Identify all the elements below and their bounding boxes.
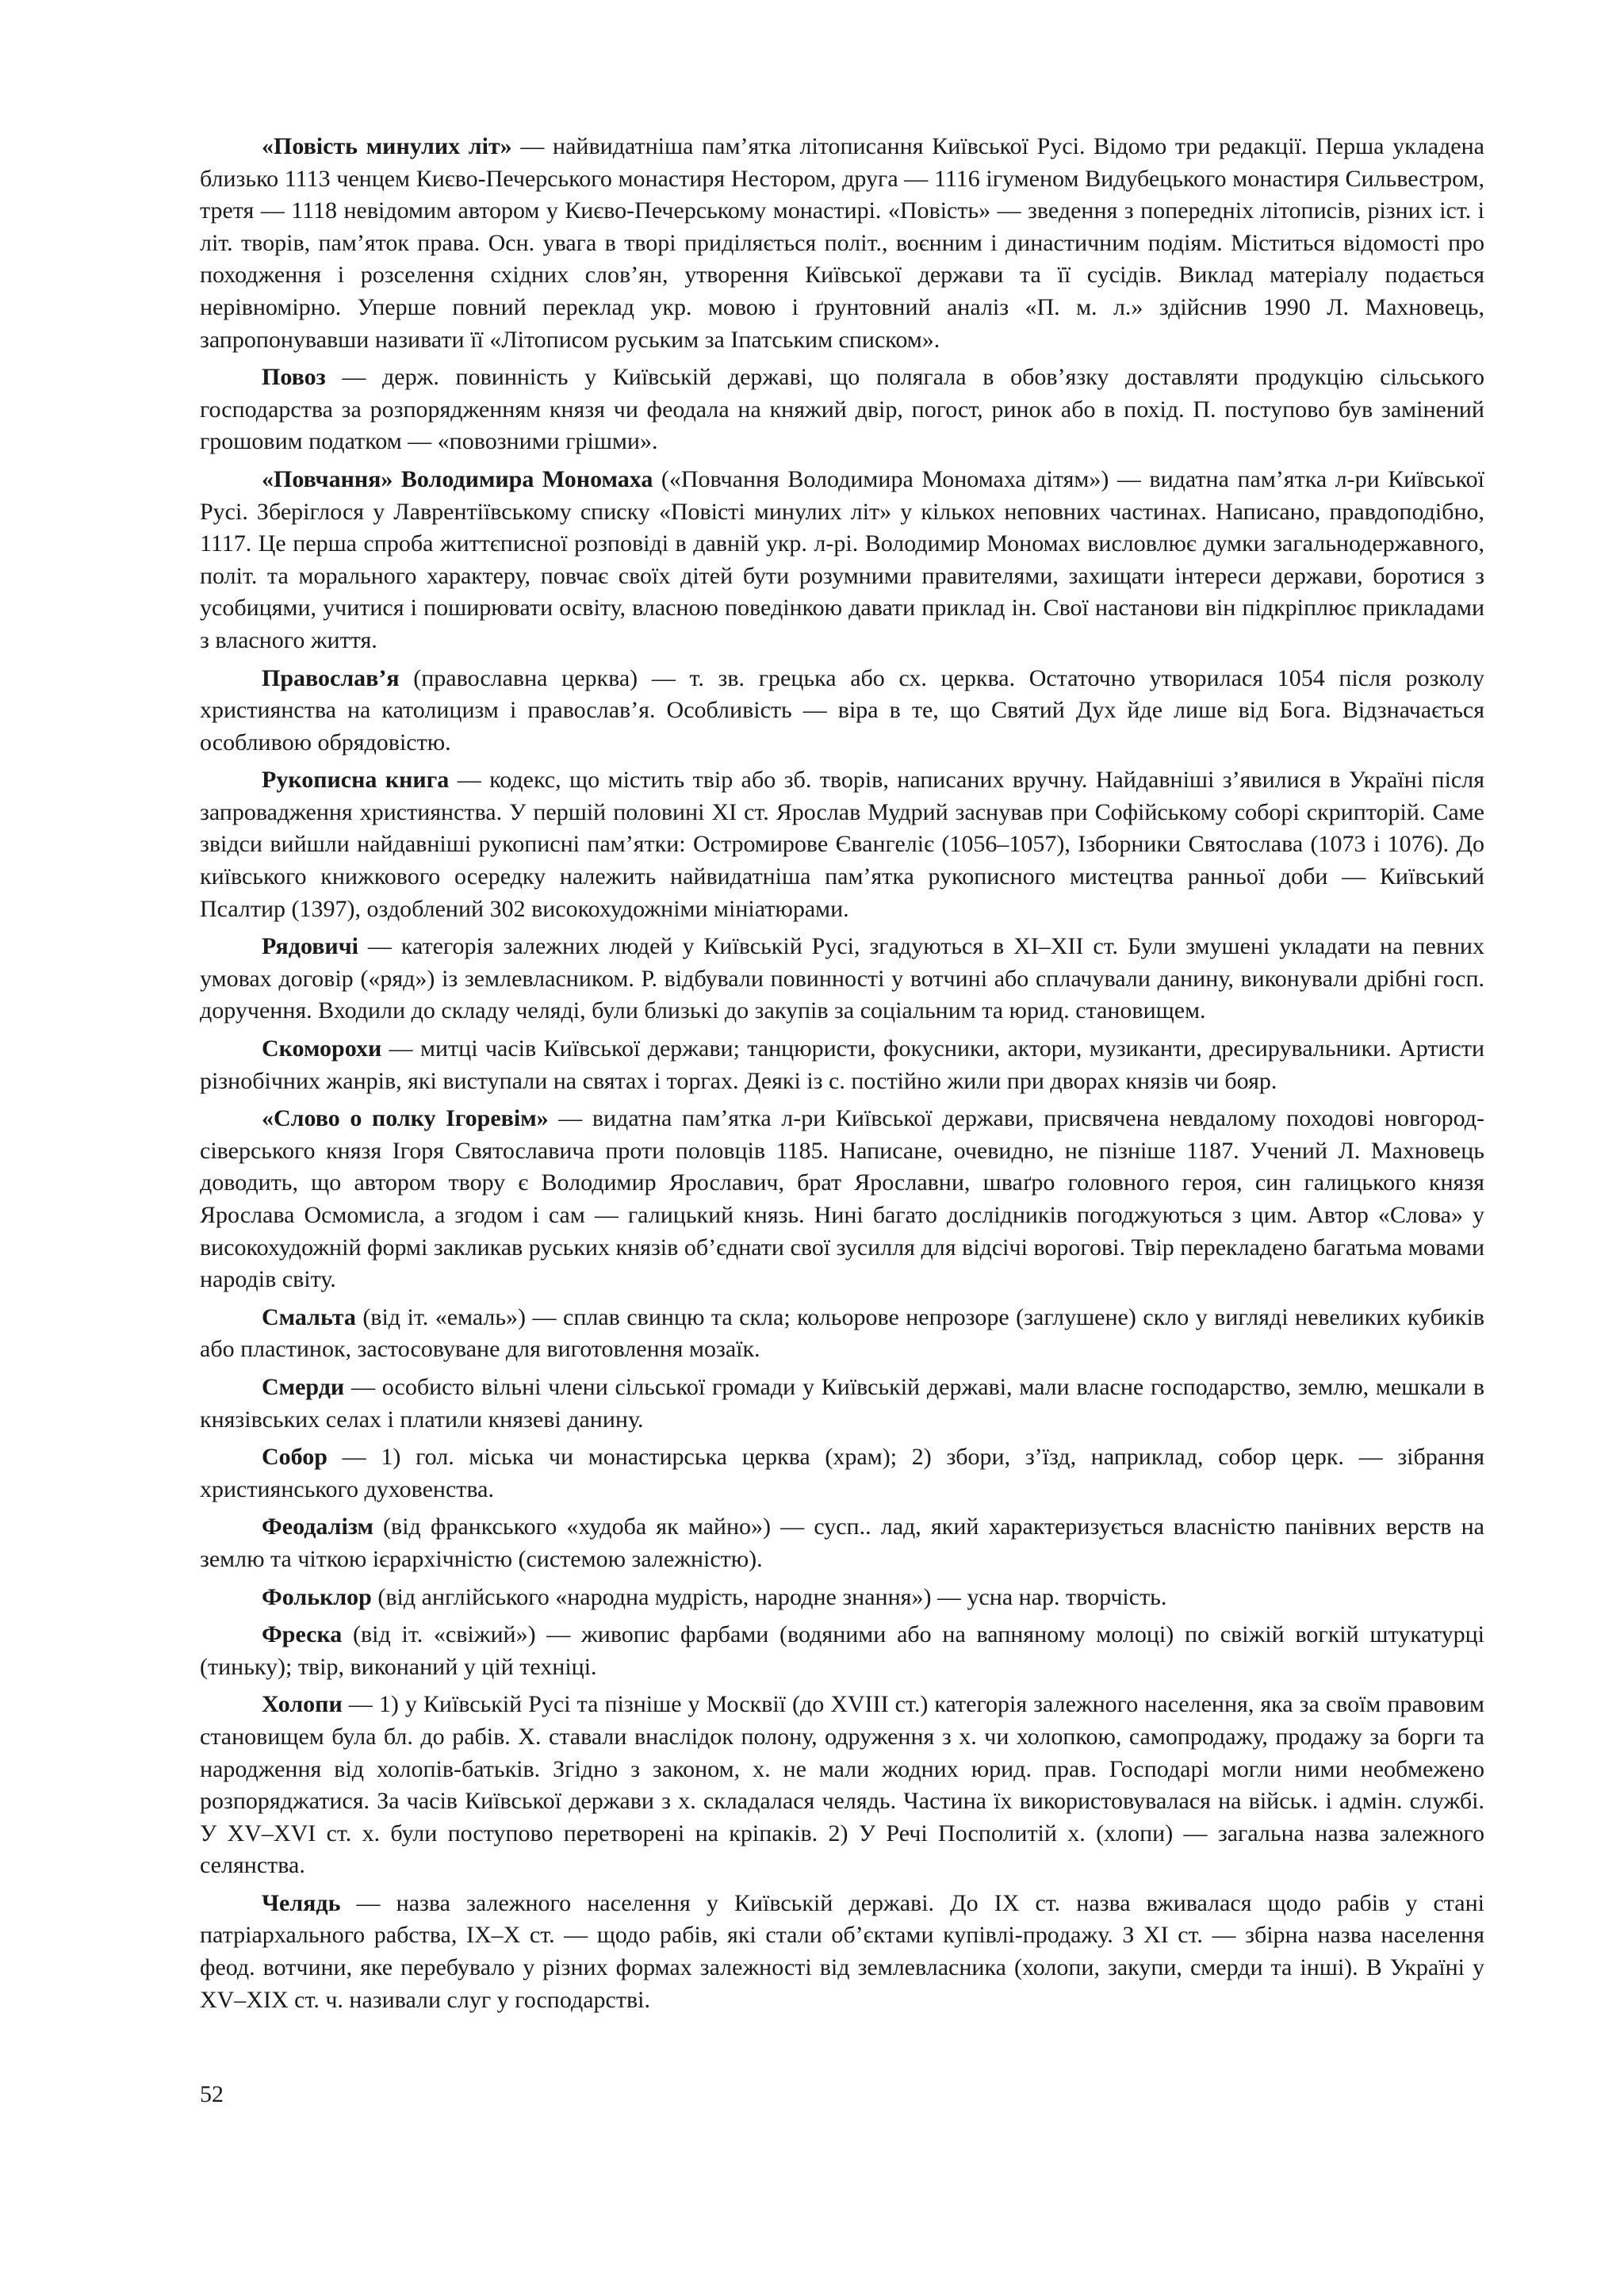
entry-cheliad [200,1888,1484,2016]
entry-definition: — видатна пам’ятка л-ри Київської держави, присвячена невдалому походові новгород-сіверського князя Ігоря Святославича проти половців 1185. Написане, очевидно, не пізніше 1187. Учений Л. Махновець доводить, що автором твору є Володимир Ярославич, брат Ярославни, шваґро головного героя, син галицького князя Ярослава Осмомисла, а згодом і сам — галицький князь. Нині багато дослідників погоджуються з цим. Автор «Слова» у високохудожній формі закликав руських князів об’єднати свої зусилля для відсічі ворогові. Твір перекладено багатьма мовами народів світу. [200,1105,1484,1293]
entry-term: «Повчання» Володимира Мономаха [262,465,653,492]
entry-definition: (від англійського «народна мудрість, народне знання») — усна нар. творчість. [371,1583,1167,1610]
entry-smerdy [200,1372,1484,1436]
entry-term: Собор [262,1444,327,1471]
entry-definition: (від іт. «свіжий») — живопис фарбами (водяними або на вапняному молоці) по свіжій вогкій штукатурці (тиньку); твір, виконаний у цій техніці. [200,1621,1484,1680]
entry-riadovychi [200,931,1484,1027]
entry-definition: — 1) у Київській Русі та пізніше у Москвії (до XVIII ст.) категорія залежного населення, яка за своїм правовим становищем була бл. до рабів. Х. ставали внаслідок полону, одруження з х. чи холопкою, самопродажу, продажу за борги та народження від холопів-батьків. Згідно з законом, х. не мали жодних юрид. прав. Господарі могли ними необмежено розпоряджатися. За часів Київської держави з х. складалася челядь. Частина їх використовувалася на військ. і адмін. службі. У XV–XVI ст. х. були поступово перетворені на кріпаків. 2) У Речі Посполитій х. (хлопи) — загальна назва залежного селянства. [200,1691,1484,1879]
entry-definition: — кодекс, що містить твір або зб. творів, написаних вручну. Найдавніші з’явилися в Україні після запровадження християнства. У першій половині XI ст. Ярослав Мудрий заснував при Софійському соборі скрипторій. Саме звідси вийшли найдавніші рукописні пам’ятки: Остромирове Євангеліє (1056–1057), Ізборники Святослава (1073 і 1076). До київського книжкового осередку належить найвидатніша пам’ятка рукописного мистецтва ранньої доби — Київський Псалтир (1397), оздоблений 302 високохудожніми мініатюрами. [200,767,1484,922]
entry-povoz [200,362,1484,458]
entry-folklor [200,1582,1484,1614]
entry-smalta [200,1302,1484,1366]
entry-povist-mynulykh-lit [200,131,1484,356]
entry-definition: — назва залежного населення у Київській державі. До IX ст. назва вживалася щодо рабів у стані патріархального рабства, IX–X ст. — щодо рабів, які стали об’єктами купівлі-продажу. З XI ст. — збірна назва населення феод. вотчини, яке перебувало у різних формах залежності від землевласника (холопи, закупи, смерди та інші). В Україні у XV–XIX ст. ч. називали слуг у господарстві. [200,1889,1484,2013]
entry-term: Рукописна книга [262,767,450,794]
entry-definition: — 1) гол. міська чи монастирська церква (храм); 2) збори, з’їзд, наприклад, собор церк. — зібрання християнського духовенства. [200,1444,1484,1502]
entry-term: Скоморохи [262,1035,382,1062]
entry-term: Смерди [262,1373,345,1400]
entry-definition: — особисто вільні члени сільської громади у Київській державі, мали власне господарство, землю, мешкали в князівських селах і платили князеві данину. [200,1373,1484,1433]
entry-skomorokhy [200,1033,1484,1097]
entry-definition: («Повчання Володимира Мономаха дітям») — видатна пам’ятка л-ри Київської Русі. Зберіглося у Лаврентіївському списку «Повісті минулих літ» у кількох неповних частинах. Написано, правдоподібно, 1117. Це перша спроба життєписної розповіді в давній укр. л-рі. Володимир Мономах висловлює думки загальнодержавного, політ. та морального характеру, повчає своїх дітей бути розумними правителями, захищати інтереси держави, боротися з усобицями, учитися і поширювати освіту, власною поведінкою давати приклад ін. Свої настанови він підкріплює прикладами з власного життя. [200,465,1484,653]
entry-rukopysna-knyha [200,764,1484,925]
entry-term: Холопи [262,1691,343,1718]
entry-sobor [200,1441,1484,1506]
entry-term: Рядовичі [262,933,358,960]
page-number: 52 [200,2081,224,2107]
entry-povchannia-monomakha [200,464,1484,657]
entry-definition: (від франкського «худоба як майно») — сусп.. лад, який характеризується власністю панівних верств на землю та чіткою ієрархічністю (системою залежністю). [200,1513,1484,1572]
entry-definition: (православна церква) — т. зв. грецька або сх. церква. Остаточно утворилася 1054 після розколу християнства на католицизм і православ’я. Особливість — віра в те, що Святий Дух йде лише від Бога. Відзначається особливою обрядовістю. [200,664,1484,756]
entry-definition: — держ. повинність у Київській державі, що полягала в обов’язку доставляти продукцію сільського господарства за розпорядженням князя чи феодала на княжий двір, погост, ринок або в похід. П. поступово був замінений грошовим податком — «повозними грішми». [200,364,1484,455]
entry-definition: (від іт. «емаль») — сплав свинцю та скла; кольорове непрозоре (заглушене) скло у вигляді невеликих кубиків або пластинок, застосовуване для виготовлення мозаїк. [200,1303,1484,1363]
entry-term: Повоз [262,364,326,391]
entry-pravoslavia [200,663,1484,760]
entry-term: Смальта [262,1303,356,1330]
entry-term: Фольклор [262,1583,372,1610]
entry-term: Фреска [262,1621,343,1648]
entry-term: «Слово о полку Ігоревім» [262,1105,549,1132]
entry-kholopy [200,1689,1484,1882]
entry-feodalizm [200,1511,1484,1575]
entry-term: Православ’я [262,664,400,691]
entry-slovo-o-polku [200,1103,1484,1296]
entry-freska [200,1619,1484,1683]
entry-term: «Повість минулих літ» [262,133,512,159]
entry-definition: — найвидатніша пам’ятка літописання Київської Русі. Відомо три редакції. Перша укладена близько 1113 ченцем Києво-Печерського монастиря Нестором, друга — 1116 ігуменом Видубецького монастиря Сильвестром, третя — 1118 невідомим автором у Києво-Печерському монастирі. «Повість» — зведення з попередніх літописів, різних іст. і літ. творів, пам’яток права. Осн. увага в творі приділяється політ., воєнним і династичним подіям. Міститься відомості про походження і розселення східних слов’ян, утворення Київської держави та її сусідів. Виклад матеріалу подається нерівномірно. Уперше повний переклад укр. мовою і ґрунтовний аналіз «П. м. л.» здійснив 1990 Л. Махновець, запропонувавши називати її «Літописом руським за Іпатським списком». [200,133,1484,353]
entry-definition: — митці часів Київської держави; танцюристи, фокусники, актори, музиканти, дресирувальники. Артисти різнобічних жанрів, які виступали на святах і торгах. Деякі із с. постійно жили при дворах князів чи бояр. [200,1035,1484,1094]
glossary-page [200,131,1484,2022]
entry-term: Феодалізм [262,1513,373,1540]
entry-definition: — категорія залежних людей у Київській Русі, згадуються в XI–XII ст. Були змушені укладати на певних умовах договір («ряд») із землевласником. Р. відбували повинності у вотчині або сплачували данину, виконували дрібні госп. доручення. Входили до складу челяді, були близькі до закупів за соціальним та юрид. становищем. [200,933,1484,1024]
entry-term: Челядь [262,1889,341,1916]
